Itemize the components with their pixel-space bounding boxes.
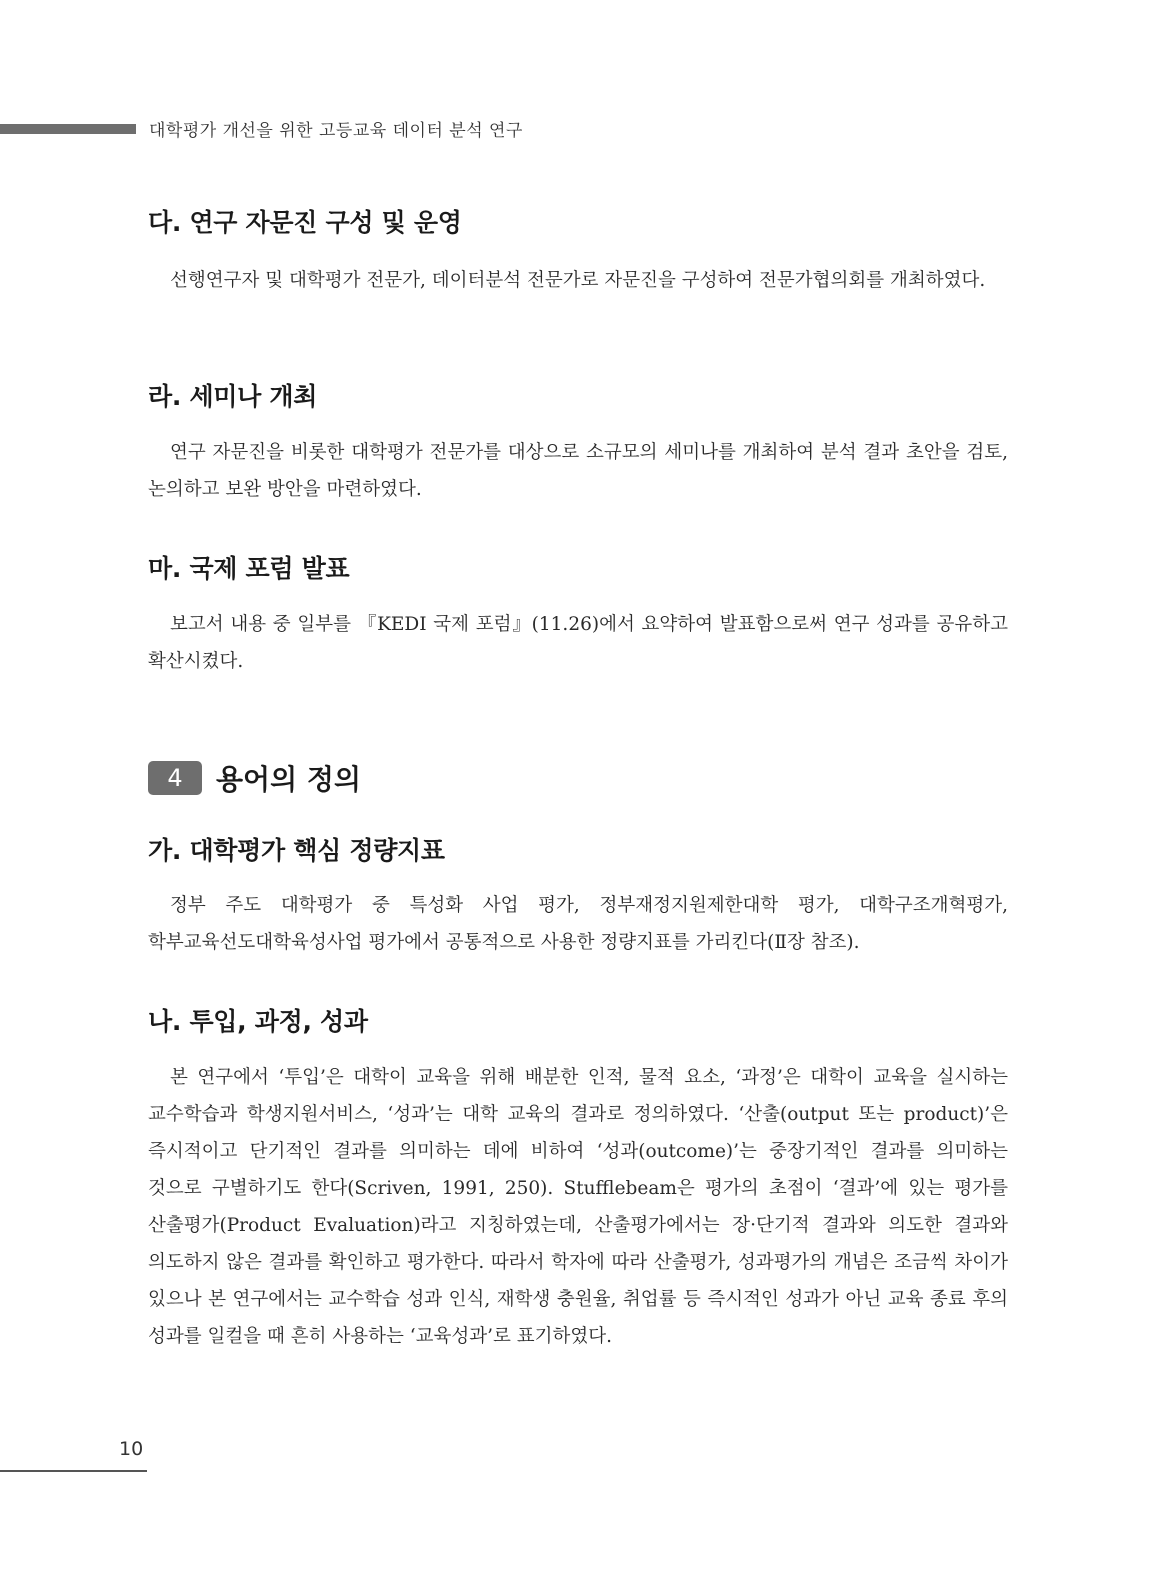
paragraph-forum: 보고서 내용 중 일부를 『KEDI 국제 포럼』(11.26)에서 요약하여 발표함으로써 연구 성과를 공유하고 확산시켰다. [148, 614, 1008, 672]
page-number: 10 [119, 1438, 144, 1460]
paragraph-seminar: 연구 자문진을 비롯한 대학평가 전문가를 대상으로 소규모의 세미나를 개최하여 분석 결과 초안을 검토, 논의하고 보완 방안을 마련하였다. [148, 442, 1008, 500]
paragraph-input-process-outcome: 본 연구에서 ‘투입’은 대학이 교육을 위해 배분한 인적, 물적 요소, ‘과정’은 대학이 교육을 실시하는 교수학습과 학생지원서비스, ‘성과’는 대학 교육의 결과로 정의하였다. ‘산출(output 또는 product)’은 즉시적이고 단기적인 결과를 의미하는 데에 비하여 ‘성과(outcome)’는 중장기적인 결과를 의미하는 것으로 구별하기도 한다(Scriven, 1991, 250). Stufflebeam은 평가의 초점이 ‘결과’에 있는 평가를 산출평가(Product Evaluation)라고 지칭하였는데, 산출평가에서는 장·단기적 결과와 의도한 결과와 의도하지 않은 결과를 확인하고 평가한다. 따라서 학자에 따라 산출평가, 성과평가의 개념은 조금씩 차이가 있으나 본 연구에서는 교수학습 성과 인식, 재학생 충원율, 취업률 등 즉시적인 성과가 아닌 교육 종료 후의 성과를 일컬을 때 흔히 사용하는 ‘교육성과’로 표기하였다. [148, 1067, 1008, 1347]
section-number-badge: 4 [148, 761, 202, 795]
subsection-heading-input-process-outcome: 나. 투입, 과정, 성과 [148, 1007, 368, 1036]
footer-rule [0, 1470, 147, 1472]
header-bar [0, 124, 136, 134]
subsection-heading-advisory: 다. 연구 자문진 구성 및 운영 [148, 208, 462, 237]
section-title: 용어의 정의 [216, 763, 361, 796]
paragraph-indicators: 정부 주도 대학평가 중 특성화 사업 평가, 정부재정지원제한대학 평가, 대학구조개혁평가, 학부교육선도대학육성사업 평가에서 공통적으로 사용한 정량지표를 가리킨다(Ⅱ장 참조). [148, 895, 1008, 953]
section-heading [148, 760, 361, 796]
running-header-title: 대학평가 개선을 위한 고등교육 데이터 분석 연구 [149, 121, 523, 141]
paragraph-advisory: 선행연구자 및 대학평가 전문가, 데이터분석 전문가로 자문진을 구성하여 전문가협의회를 개최하였다. [170, 270, 986, 291]
subsection-heading-seminar: 라. 세미나 개최 [148, 382, 318, 411]
subsection-heading-indicators: 가. 대학평가 핵심 정량지표 [148, 836, 445, 865]
subsection-heading-forum: 마. 국제 포럼 발표 [148, 554, 350, 583]
